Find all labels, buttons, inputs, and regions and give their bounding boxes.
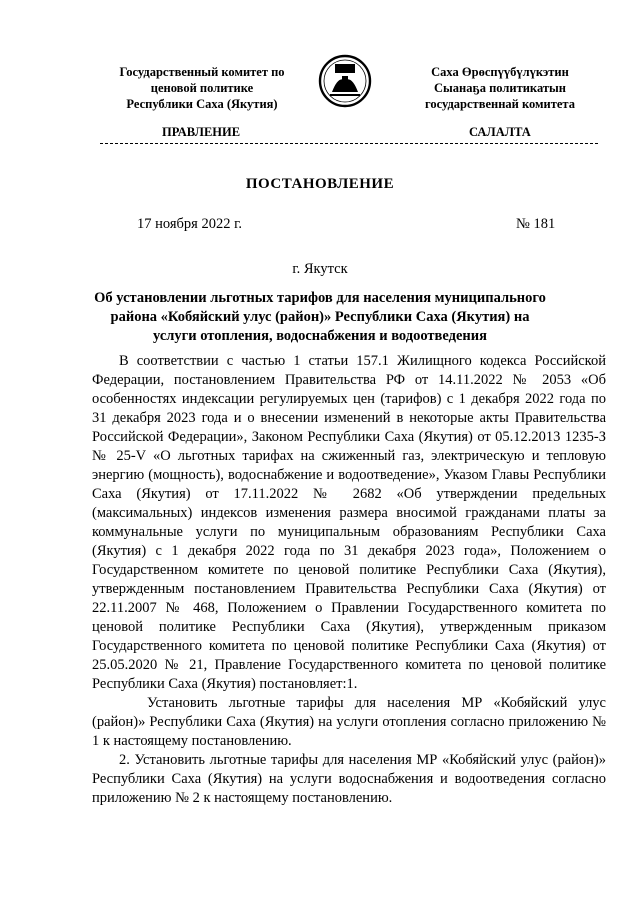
issuer-name-yakut xyxy=(390,64,610,112)
body-paragraph: Установить льготные тарифы для населения МР «Кобяйский улус (район)» Республики Саха (Якутия) на услуги отопления согласно приложению № 1 к настоящему постановлению. xyxy=(92,695,606,749)
issuer-line: ценовой политике xyxy=(150,81,254,95)
issuer-line: Республики Саха (Якутия) xyxy=(126,97,278,111)
issuer-name-russian xyxy=(92,64,312,112)
issuer-line: Сыанаҕа политикатын xyxy=(434,81,566,95)
body-paragraph: 2. Установить льготные тарифы для населения МР «Кобяйский улус (район)» Республики Саха (Якутия) на услуги водоснабжения и водоотведения согласно приложению № 2 к настоящему постановлению. xyxy=(92,752,606,806)
header-divider xyxy=(100,143,598,146)
document-title: ПОСТАНОВЛЕНИЕ xyxy=(245,176,395,192)
department-russian: ПРАВЛЕНИЕ xyxy=(162,125,241,139)
issuer-line: государственнай комитета xyxy=(425,97,575,111)
document-number: № 181 xyxy=(516,216,556,232)
issuer-line: Саха Өрөспүүбүлүкэтин xyxy=(431,65,569,79)
document-city: г. Якутск xyxy=(292,261,348,277)
document-date: 17 ноября 2022 г. xyxy=(137,216,243,232)
issuer-line: Государственный комитет по xyxy=(119,65,285,79)
coat-of-arms-icon xyxy=(318,54,372,108)
department-yakut: САЛАЛТА xyxy=(469,125,531,139)
document-subject: Об установлении льготных тарифов для населения муниципального района «Кобяйский улус (район)» Республики Саха (Якутия) на услуги отопления, водоснабжения и водоотведения xyxy=(94,290,546,344)
body-paragraph: В соответствии с частью 1 статьи 157.1 Жилищного кодекса Российской Федерации, постановлением Правительства РФ от 14.11.2022 № 2053 «Об особенностях индексации регулируемых цен (тарифов) с 1 декабря 2022 года по 31 декабря 2023 года и о внесении изменений в некоторые акты Правительства Российской Федерации», Законом Республики Саха (Якутия) от 05.12.2013 1235-З № 25-V «О льготных тарифах на сжиженный газ, электрическую и тепловую энергию (мощность), водоснабжение и водоотведение», Указом Главы Республики Саха (Якутия) от 17.11.2022 № 2682 «Об утверждении предельных (максимальных) индексов изменения размера вносимой гражданами платы за коммунальные услуги по муниципальным образованиям Республики Саха (Якутия) с 1 декабря 2022 года по 31 декабря 2023 года», Положением о Государственном комитете по ценовой политике Республики Саха (Якутия), утвержденным постановлением Правительства Республики Саха (Якутия) от 22.11.2007 № 468, Положением о Правлении Государственного комитета по ценовой политике Республики Саха (Якутия), утвержденным приказом Государственного комитета по ценовой политике Республики Саха (Якутия) от 25.05.2020 № 21, Правление Государственного комитета по ценовой политике Республики Саха (Якутия) постановляет:1. xyxy=(92,353,606,692)
document-body xyxy=(92,352,606,808)
